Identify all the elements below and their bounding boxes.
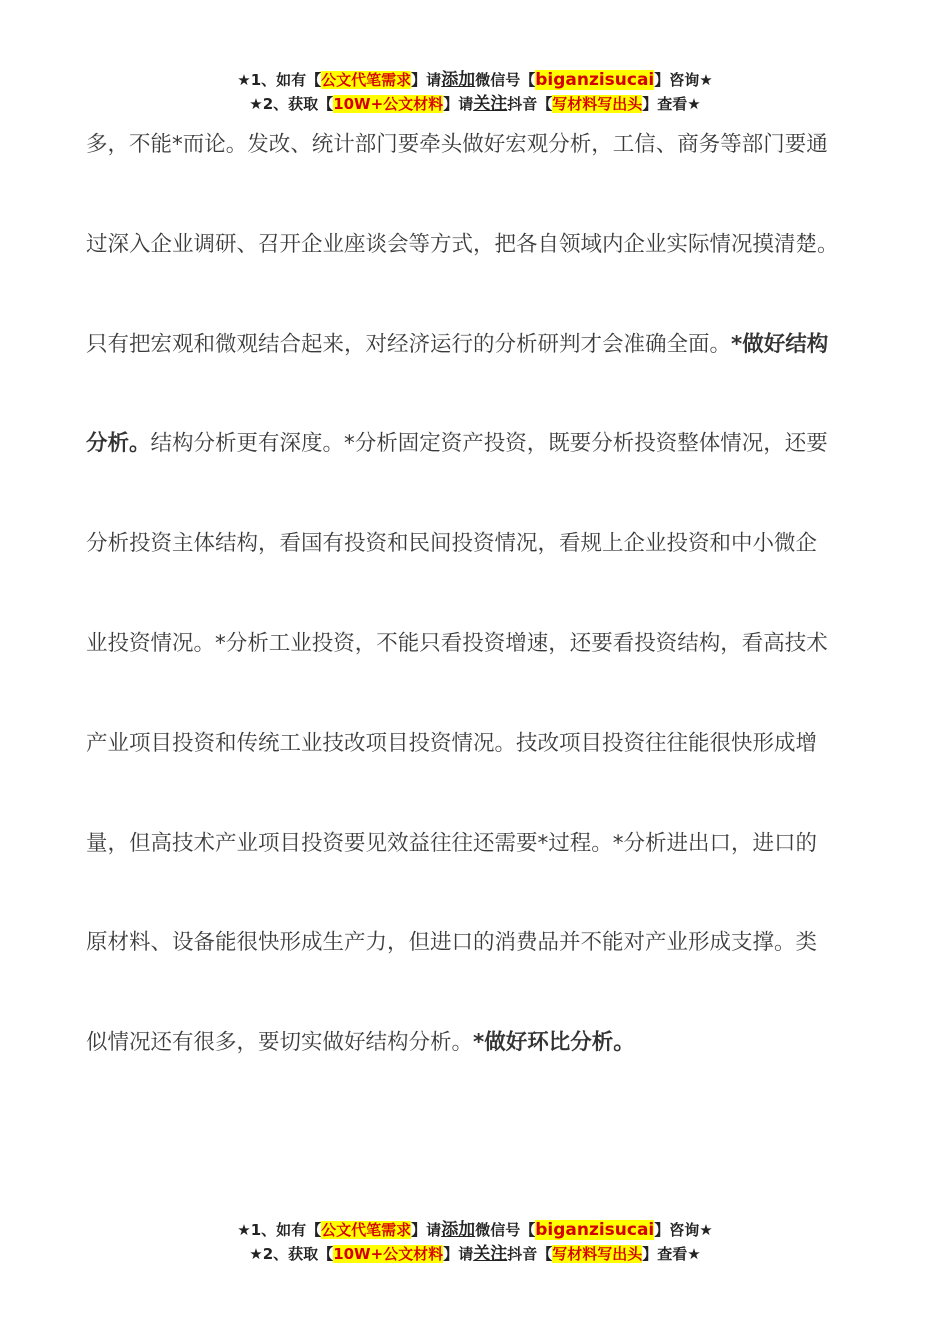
underlined-follow: 关注 <box>473 94 508 114</box>
body-line: 分析。结构分析更有深度。*分析固定资产投资，既要分析投资整体情况，还要 <box>86 431 828 457</box>
footer-banner <box>0 1218 950 1266</box>
body-line: 产业项目投资和传统工业技改项目投资情况。技改项目投资往往能很快形成增 <box>86 730 818 756</box>
highlight-service: 公文代笔需求 <box>321 1221 412 1239</box>
body-line: 过深入企业调研、召开企业座谈会等方式，把各自领域内企业实际情况摸清楚。 <box>86 231 839 257</box>
highlight-wechat-id: biganzisucai <box>535 70 655 90</box>
body-line: 只有把宏观和微观结合起来，对经济运行的分析研判才会准确全面。*做好结构 <box>86 331 829 357</box>
underlined-follow: 关注 <box>473 1244 508 1264</box>
body-line: 分析投资主体结构，看国有投资和民间投资情况，看规上企业投资和中小微企 <box>86 531 818 557</box>
banner-line-1: ★1、如有【公文代笔需求】请添加微信号【biganzisucai】咨询★ <box>237 70 713 90</box>
bold-heading: *做好结构 <box>731 331 829 357</box>
banner-line-2: ★2、获取【10W+公文材料】请关注抖音【写材料写出头】查看★ <box>249 1244 701 1264</box>
highlight-douyin-account: 写材料写出头 <box>552 1245 643 1263</box>
underlined-add: 添加 <box>441 70 476 90</box>
highlight-wechat-id: biganzisucai <box>535 1220 655 1240</box>
body-line: 业投资情况。*分析工业投资，不能只看投资增速，还要看投资结构，看高技术 <box>86 630 828 656</box>
banner-line-2: ★2、获取【10W+公文材料】请关注抖音【写材料写出头】查看★ <box>249 94 701 114</box>
body-line: 原材料、设备能很快形成生产力，但进口的消费品并不能对产业形成支撑。类 <box>86 930 818 956</box>
highlight-douyin-account: 写材料写出头 <box>552 95 643 113</box>
underlined-add: 添加 <box>441 1220 476 1240</box>
banner-line-1: ★1、如有【公文代笔需求】请添加微信号【biganzisucai】咨询★ <box>237 1220 713 1240</box>
header-banner <box>0 68 950 116</box>
body-line: 量，但高技术产业项目投资要见效益往往还需要*过程。*分析进出口，进口的 <box>86 830 818 856</box>
body-line: 似情况还有很多，要切实做好结构分析。*做好环比分析。 <box>86 1030 635 1056</box>
document-body <box>86 122 886 1120</box>
bold-heading: 分析。 <box>86 431 151 457</box>
highlight-service: 公文代笔需求 <box>321 71 412 89</box>
bold-heading: *做好环比分析。 <box>473 1030 635 1056</box>
body-line: 多，不能*而论。发改、统计部门要牵头做好宏观分析，工信、商务等部门要通 <box>86 132 828 157</box>
highlight-materials: 10W+公文材料 <box>333 1245 444 1263</box>
highlight-materials: 10W+公文材料 <box>333 95 444 113</box>
